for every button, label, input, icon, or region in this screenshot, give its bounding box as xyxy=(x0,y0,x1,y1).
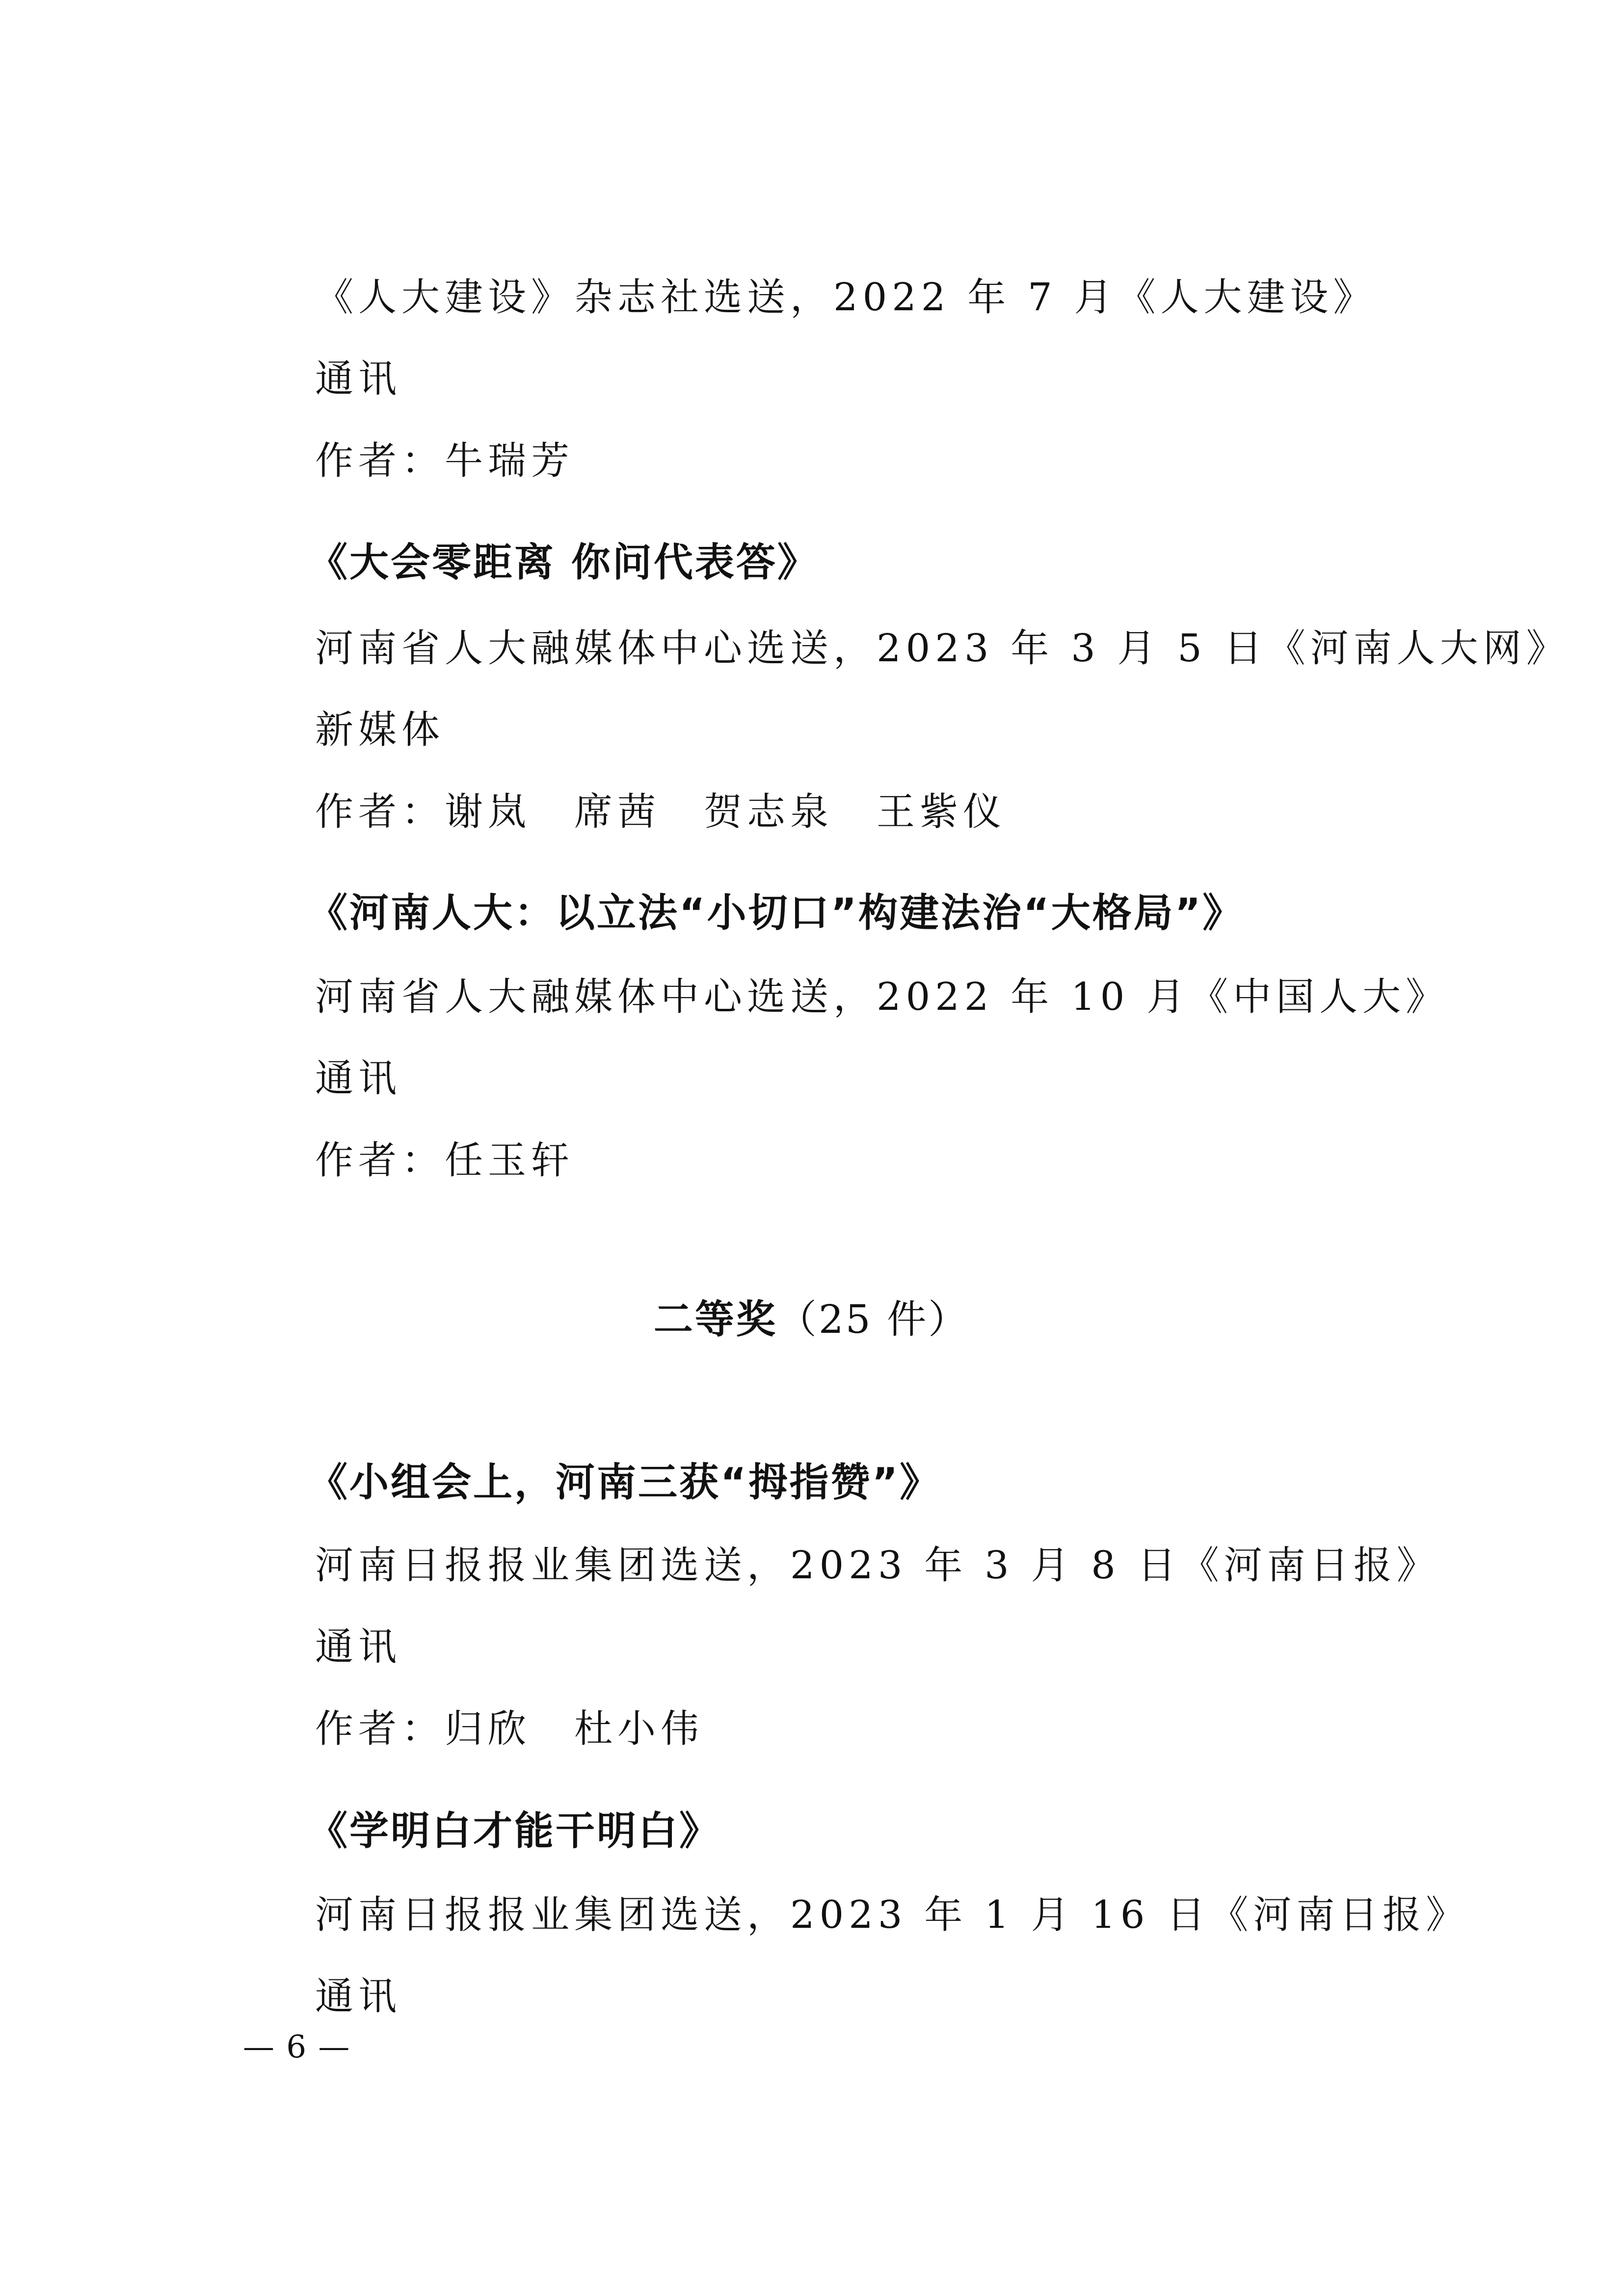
entry-source: 《人大建设》杂志社选送，2022 年 7 月《人大建设》 xyxy=(315,275,1377,320)
entry-category: 通讯 xyxy=(315,357,402,401)
entry-category: 新媒体 xyxy=(315,708,445,752)
section-count: （25 件） xyxy=(777,1297,970,1342)
entry-title: 《河南人大：以立法“小切口”构建法治“大格局”》 xyxy=(308,890,1244,936)
entry-title: 《学明白才能干明白》 xyxy=(308,1808,720,1854)
entry-category: 通讯 xyxy=(315,1974,402,2019)
entry-title: 《大会零距离 你问代表答》 xyxy=(308,540,819,585)
entry-source: 河南日报报业集团选送，2023 年 3 月 8 日《河南日报》 xyxy=(315,1543,1440,1588)
entry-author: 作者：归欣 杜小伟 xyxy=(315,1707,704,1751)
entry-author: 作者：牛瑞芳 xyxy=(315,439,575,483)
section-heading xyxy=(0,1297,1623,1342)
entry-title: 《小组会上，河南三获“拇指赞”》 xyxy=(308,1459,941,1505)
entry-source: 河南省人大融媒体中心选送，2022 年 10 月《中国人大》 xyxy=(315,975,1449,1019)
entry-category: 通讯 xyxy=(315,1056,402,1101)
page-number: — 6 — xyxy=(243,2029,351,2065)
entry-source: 河南省人大融媒体中心选送，2023 年 3 月 5 日《河南人大网》 xyxy=(315,626,1570,671)
entry-category: 通讯 xyxy=(315,1625,402,1669)
section-label: 二等奖 xyxy=(653,1297,777,1342)
entry-author: 作者：任玉轩 xyxy=(315,1138,575,1183)
entry-author: 作者：谢岚 席茜 贺志泉 王紫仪 xyxy=(315,790,1007,834)
entry-source: 河南日报报业集团选送，2023 年 1 月 16 日《河南日报》 xyxy=(315,1893,1469,1937)
